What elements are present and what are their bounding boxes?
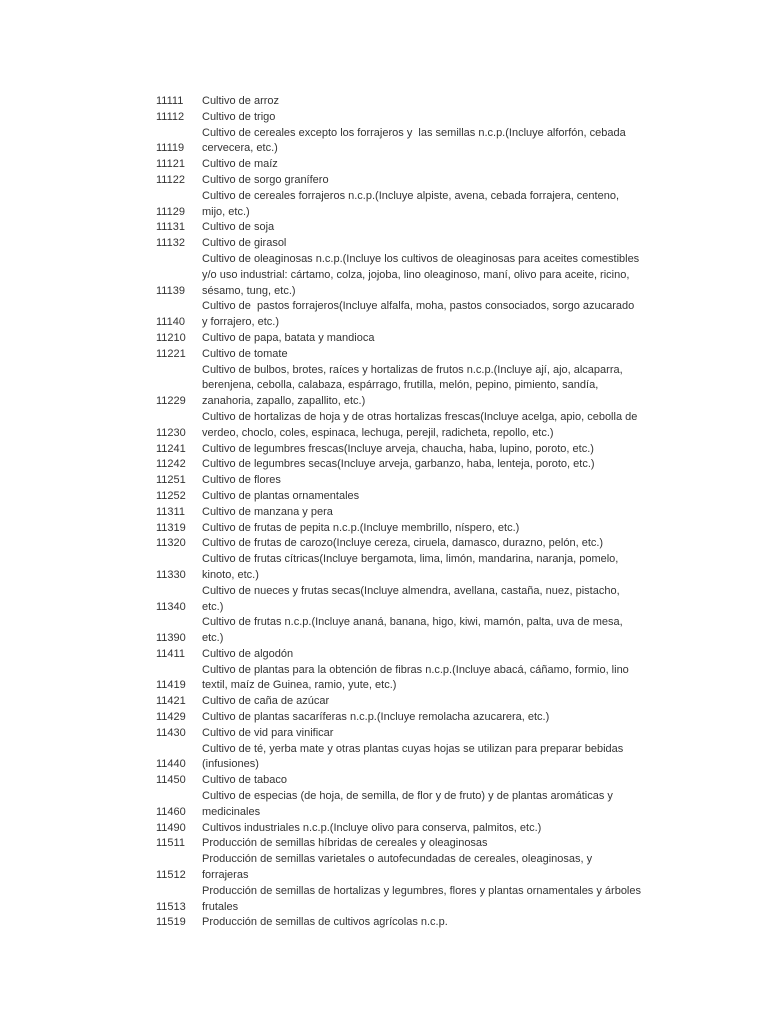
entry-code: 11252 bbox=[156, 489, 186, 502]
entry-description bbox=[202, 94, 696, 110]
code-entry bbox=[156, 615, 696, 647]
entry-description-line: Producción de semillas varietales o autofecundadas de cereales, oleaginosas, y bbox=[202, 853, 593, 866]
entry-description bbox=[202, 615, 696, 647]
entry-description-line: Cultivo de plantas sacaríferas n.c.p.(Incluye remolacha azucarera, etc.) bbox=[202, 711, 550, 724]
entry-description-line: Cultivo de vid para vinificar bbox=[202, 726, 334, 739]
code-entry bbox=[156, 220, 696, 236]
entry-description-line: Cultivo de plantas ornamentales bbox=[202, 489, 360, 502]
code-entry bbox=[156, 442, 696, 458]
entry-description bbox=[202, 189, 696, 221]
entry-description-line: textil, maíz de Guinea, ramio, yute, etc.) bbox=[202, 679, 397, 692]
entry-description-line: zanahoria, zapallo, zapallito, etc.) bbox=[202, 395, 366, 408]
entry-description-line: frutales bbox=[202, 900, 239, 913]
entry-description bbox=[202, 773, 696, 789]
code-entry bbox=[156, 915, 696, 931]
entry-description bbox=[202, 821, 696, 837]
code-entry bbox=[156, 789, 696, 821]
entry-description-line: Cultivo de cereales excepto los forrajeros y las semillas n.c.p.(Incluye alforfón, cebada bbox=[202, 126, 626, 139]
entry-description-line: Cultivo de pastos forrajeros(Incluye alfalfa, moha, pastos consociados, sorgo azucarado bbox=[202, 300, 635, 313]
entry-description-line: Cultivo de papa, batata y mandioca bbox=[202, 331, 375, 344]
entry-description-line: Cultivo de algodón bbox=[202, 647, 294, 660]
entry-code: 11131 bbox=[156, 221, 185, 234]
entry-description-line: medicinales bbox=[202, 805, 261, 818]
entry-code: 11122 bbox=[156, 173, 185, 186]
entry-code: 11230 bbox=[156, 426, 186, 439]
code-entry bbox=[156, 710, 696, 726]
entry-code: 11490 bbox=[156, 821, 186, 834]
entry-code: 11139 bbox=[156, 284, 185, 297]
entry-description-line: berenjena, cebolla, calabaza, espárrago, frutilla, melón, pepino, pimiento, sandía, bbox=[202, 379, 599, 392]
entry-description-line: etc.) bbox=[202, 600, 224, 613]
entry-description bbox=[202, 299, 696, 331]
entry-description bbox=[202, 552, 696, 584]
entry-description bbox=[202, 536, 696, 552]
entry-description-line: Cultivo de manzana y pera bbox=[202, 505, 333, 518]
code-entry bbox=[156, 726, 696, 742]
code-entry bbox=[156, 742, 696, 774]
entry-description-line: Cultivo de frutas de pepita n.c.p.(Incluye membrillo, níspero, etc.) bbox=[202, 521, 520, 534]
entry-code: 11320 bbox=[156, 537, 186, 550]
code-entry bbox=[156, 852, 696, 884]
entry-description bbox=[202, 789, 696, 821]
code-entry bbox=[156, 489, 696, 505]
code-entry bbox=[156, 536, 696, 552]
entry-description-line: Producción de semillas de hortalizas y legumbres, flores y plantas ornamentales y árboles bbox=[202, 884, 641, 897]
entry-description bbox=[202, 126, 696, 158]
code-entry bbox=[156, 647, 696, 663]
code-entry bbox=[156, 252, 696, 299]
code-entry bbox=[156, 126, 696, 158]
code-entry bbox=[156, 110, 696, 126]
entry-description-line: Cultivo de tabaco bbox=[202, 774, 287, 787]
code-entry bbox=[156, 552, 696, 584]
entry-description bbox=[202, 489, 696, 505]
code-entry bbox=[156, 363, 696, 410]
code-entry bbox=[156, 884, 696, 916]
entry-code: 11411 bbox=[156, 647, 185, 660]
entry-description-line: Cultivo de té, yerba mate y otras plantas cuyas hojas se utilizan para preparar bebidas bbox=[202, 742, 624, 755]
code-entry bbox=[156, 299, 696, 331]
entry-description bbox=[202, 710, 696, 726]
entry-code: 11519 bbox=[156, 916, 186, 929]
entry-code: 11119 bbox=[156, 142, 185, 155]
entry-description bbox=[202, 173, 696, 189]
code-entry bbox=[156, 189, 696, 221]
entry-code: 11460 bbox=[156, 805, 186, 818]
entry-code: 11221 bbox=[156, 347, 186, 360]
code-entry bbox=[156, 663, 696, 695]
entry-description-line: Cultivo de caña de azúcar bbox=[202, 695, 330, 708]
entry-description-line: cervecera, etc.) bbox=[202, 142, 278, 155]
entry-code: 11340 bbox=[156, 600, 186, 613]
code-entry bbox=[156, 347, 696, 363]
entry-description-line: Cultivo de girasol bbox=[202, 237, 287, 250]
entry-code: 11229 bbox=[156, 395, 186, 408]
code-entry bbox=[156, 157, 696, 173]
code-entry bbox=[156, 836, 696, 852]
entry-description-line: Cultivo de trigo bbox=[202, 110, 276, 123]
entry-description bbox=[202, 442, 696, 458]
code-entry bbox=[156, 505, 696, 521]
entry-description-line: Producción de semillas híbridas de cereales y oleaginosas bbox=[202, 837, 488, 850]
entry-code: 11210 bbox=[156, 331, 186, 344]
entry-description bbox=[202, 473, 696, 489]
code-entry bbox=[156, 773, 696, 789]
entry-description bbox=[202, 742, 696, 774]
entry-code: 11111 bbox=[156, 95, 184, 107]
entry-description bbox=[202, 236, 696, 252]
entry-description-line: Cultivo de legumbres frescas(Incluye arveja, chaucha, haba, lupino, poroto, etc.) bbox=[202, 442, 594, 455]
entry-description bbox=[202, 363, 696, 410]
entry-description-line: mijo, etc.) bbox=[202, 205, 250, 218]
entry-code: 11440 bbox=[156, 758, 186, 771]
code-entry bbox=[156, 521, 696, 537]
code-entry bbox=[156, 173, 696, 189]
entry-description bbox=[202, 521, 696, 537]
entry-code: 11421 bbox=[156, 695, 186, 708]
entry-code: 11511 bbox=[156, 837, 185, 850]
code-entry bbox=[156, 94, 696, 110]
entry-description-line: Cultivo de soja bbox=[202, 221, 275, 234]
entry-description-line: Cultivo de tomate bbox=[202, 347, 288, 360]
entry-code: 11132 bbox=[156, 237, 185, 250]
entry-description-line: sésamo, tung, etc.) bbox=[202, 284, 296, 297]
entry-description-line: y/o uso industrial: cártamo, colza, jojoba, lino oleaginoso, maní, olivo para aceite, ricino, bbox=[202, 268, 630, 281]
entry-code: 11112 bbox=[156, 110, 185, 123]
entry-description-line: Cultivo de hortalizas de hoja y de otras hortalizas frescas(Incluye acelga, apio, cebolla de bbox=[202, 410, 638, 423]
code-entry bbox=[156, 694, 696, 710]
entry-description-line: Cultivo de legumbres secas(Incluye arveja, garbanzo, haba, lenteja, poroto, etc.) bbox=[202, 458, 595, 471]
code-entry bbox=[156, 410, 696, 442]
entry-description-line: kinoto, etc.) bbox=[202, 568, 259, 581]
entry-description-line: y forrajero, etc.) bbox=[202, 316, 280, 329]
entry-description bbox=[202, 410, 696, 442]
entry-description bbox=[202, 220, 696, 236]
entry-description bbox=[202, 915, 696, 931]
entry-description bbox=[202, 347, 696, 363]
code-entry bbox=[156, 821, 696, 837]
entry-description bbox=[202, 884, 696, 916]
entry-description bbox=[202, 505, 696, 521]
entry-description-line: Cultivo de frutas de carozo(Incluye cereza, ciruela, damasco, durazno, pelón, etc.) bbox=[202, 537, 604, 550]
entry-description-line: Cultivo de especias (de hoja, de semilla, de flor y de fruto) y de plantas aromáticas y bbox=[202, 790, 613, 803]
entry-code: 11513 bbox=[156, 900, 186, 913]
code-entry bbox=[156, 457, 696, 473]
entry-description bbox=[202, 331, 696, 347]
code-entry bbox=[156, 331, 696, 347]
entry-description-line: Cultivo de frutas n.c.p.(Incluye ananá, banana, higo, kiwi, mamón, palta, uva de mesa, bbox=[202, 616, 623, 629]
entry-description bbox=[202, 663, 696, 695]
entry-description-line: Cultivo de oleaginosas n.c.p.(Incluye los cultivos de oleaginosas para aceites comestibles bbox=[202, 252, 640, 265]
entry-description-line: Cultivo de bulbos, brotes, raíces y hortalizas de frutos n.c.p.(Incluye ají, ajo, alcaparra, bbox=[202, 363, 623, 376]
code-entry bbox=[156, 584, 696, 616]
entry-description-line: verdeo, choclo, coles, espinaca, lechuga, perejil, radicheta, repollo, etc.) bbox=[202, 426, 554, 439]
entry-code: 11429 bbox=[156, 711, 186, 724]
entry-description-line: Cultivo de flores bbox=[202, 474, 281, 487]
entry-description bbox=[202, 726, 696, 742]
entry-code: 11242 bbox=[156, 458, 186, 471]
entry-description bbox=[202, 584, 696, 616]
entry-description-line: Cultivo de frutas cítricas(Incluye bergamota, lima, limón, mandarina, naranja, pomelo, bbox=[202, 553, 619, 566]
entry-code: 11450 bbox=[156, 774, 186, 787]
entry-description bbox=[202, 694, 696, 710]
activity-code-list bbox=[156, 94, 696, 931]
entry-code: 11512 bbox=[156, 869, 186, 882]
entry-code: 11430 bbox=[156, 726, 186, 739]
entry-description-line: Cultivo de maíz bbox=[202, 158, 278, 171]
entry-code: 11251 bbox=[156, 474, 186, 487]
entry-description bbox=[202, 252, 696, 299]
entry-description bbox=[202, 836, 696, 852]
entry-description-line: Cultivo de arroz bbox=[202, 95, 280, 107]
entry-description bbox=[202, 457, 696, 473]
entry-code: 11390 bbox=[156, 632, 186, 645]
code-entry bbox=[156, 473, 696, 489]
entry-description-line: Cultivos industriales n.c.p.(Incluye olivo para conserva, palmitos, etc.) bbox=[202, 821, 542, 834]
entry-code: 11419 bbox=[156, 679, 186, 692]
entry-description-line: forrajeras bbox=[202, 869, 249, 882]
entry-description bbox=[202, 157, 696, 173]
code-entry bbox=[156, 236, 696, 252]
entry-description bbox=[202, 110, 696, 126]
entry-description-line: Cultivo de plantas para la obtención de fibras n.c.p.(Incluye abacá, cáñamo, formio, lino bbox=[202, 663, 629, 676]
entry-code: 11330 bbox=[156, 568, 186, 581]
entry-code: 11241 bbox=[156, 442, 186, 455]
entry-code: 11140 bbox=[156, 316, 185, 329]
entry-description-line: Cultivo de sorgo granífero bbox=[202, 173, 329, 186]
entry-description bbox=[202, 647, 696, 663]
entry-code: 11311 bbox=[156, 505, 185, 518]
entry-description bbox=[202, 852, 696, 884]
entry-description-line: Cultivo de cereales forrajeros n.c.p.(Incluye alpiste, avena, cebada forrajera, centeno, bbox=[202, 189, 620, 202]
entry-description-line: Cultivo de nueces y frutas secas(Incluye almendra, avellana, castaña, nuez, pistacho, bbox=[202, 584, 620, 597]
entry-description-line: etc.) bbox=[202, 632, 224, 645]
entry-code: 11121 bbox=[156, 158, 185, 171]
entry-code: 11319 bbox=[156, 521, 186, 534]
entry-description-line: (infusiones) bbox=[202, 758, 259, 771]
entry-code: 11129 bbox=[156, 205, 185, 218]
entry-description-line: Producción de semillas de cultivos agrícolas n.c.p. bbox=[202, 916, 448, 929]
